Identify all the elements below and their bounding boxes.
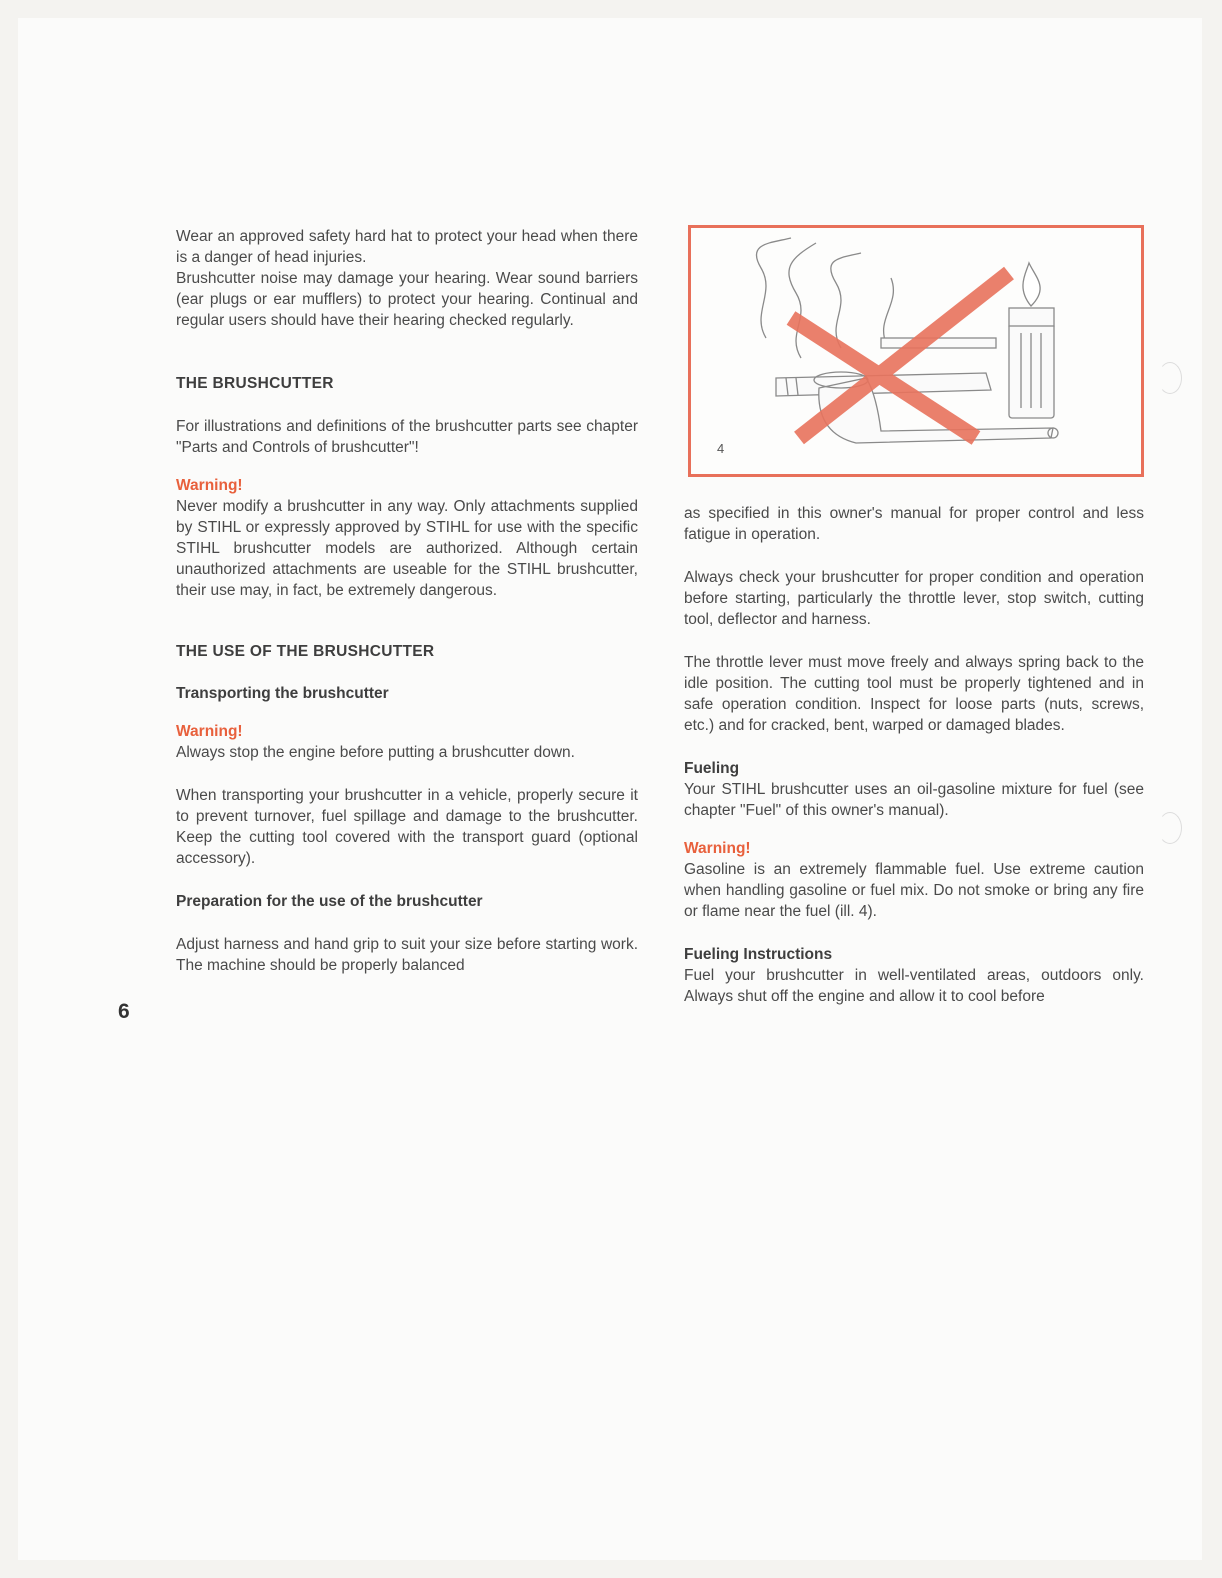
condition-check-paragraph: Always check your brushcutter for proper condition and operation before starting, particularly the throttle lever, stop switch, cutting tool, deflector and harness. xyxy=(684,569,1144,628)
hard-hat-paragraph: Wear an approved safety hard hat to protect your head when there is a danger of head injuries. xyxy=(176,228,638,266)
preparation-paragraph: Adjust harness and hand grip to suit your size before starting work. The machine should be properly balanced xyxy=(176,936,638,974)
subheading-fueling-instructions: Fueling Instructions xyxy=(684,946,833,963)
binder-hole xyxy=(1158,362,1182,394)
subheading-preparation: Preparation for the use of the brushcutter xyxy=(176,893,483,910)
subheading-fueling: Fueling xyxy=(684,760,740,777)
smoking-items-drawing xyxy=(691,228,1141,474)
stop-engine-warning-text: Always stop the engine before putting a brushcutter down. xyxy=(176,744,575,761)
smoke-wisp xyxy=(884,278,894,343)
prohibition-cross-icon xyxy=(791,273,1009,438)
section-heading-brushcutter: THE BRUSHCUTTER xyxy=(176,375,334,392)
warning-label: Warning! xyxy=(176,723,243,740)
transport-paragraph: When transporting your brushcutter in a vehicle, properly secure it to prevent turnover, fuel spillage and damage to the brushcutter. Keep the cutting tool covered with the transport guard (optional accessory). xyxy=(176,787,638,867)
modification-warning-text: Never modify a brushcutter in any way. Only attachments supplied by STIHL or expressly approved by STIHL for use with the specific STIHL brushcutter models are authorized. Although certain unauthorized attachments are useable for the STIHL brushcutter, their use may, in fact, be extremely dangerous. xyxy=(176,498,638,599)
binder-hole xyxy=(1158,812,1182,844)
smoke-wisp xyxy=(831,253,861,348)
warning-label: Warning! xyxy=(176,477,243,494)
cigarette-icon xyxy=(881,338,996,348)
figure-number: 4 xyxy=(717,441,725,456)
noise-paragraph: Brushcutter noise may damage your hearing. Wear sound barriers (ear plugs or ear mufflers) to protect your hearing. Continual and regular users should have their hearing checked regularly. xyxy=(176,270,638,329)
gasoline-warning-text: Gasoline is an extremely flammable fuel. Use extreme caution when handling gasoline or fuel mix. Do not smoke or bring any fire or flame near the fuel (ill. 4). xyxy=(684,861,1144,920)
page-number: 6 xyxy=(118,1000,130,1023)
warning-label: Warning! xyxy=(684,840,751,857)
flame-icon xyxy=(1023,263,1040,306)
subheading-transporting: Transporting the brushcutter xyxy=(176,685,389,702)
continued-paragraph: as specified in this owner's manual for proper control and less fatigue in operation. xyxy=(684,505,1144,543)
throttle-paragraph: The throttle lever must move freely and always spring back to the idle position. The cutting tool must be properly tightened and in safe operation condition. Inspect for loose parts (nuts, screws, etc.) and for cracked, bent, warped or damaged blades. xyxy=(684,654,1144,734)
fueling-instructions-paragraph: Fuel your brushcutter in well-ventilated areas, outdoors only. Always shut off the engine and allow it to cool before xyxy=(684,967,1144,1005)
smoke-wisp xyxy=(756,238,791,338)
section-heading-use: THE USE OF THE BRUSHCUTTER xyxy=(176,643,435,660)
parts-reference-paragraph: For illustrations and definitions of the brushcutter parts see chapter "Parts and Controls of brushcutter"! xyxy=(176,418,638,456)
fueling-paragraph: Your STIHL brushcutter uses an oil-gasoline mixture for fuel (see chapter "Fuel" of this owner's manual). xyxy=(684,781,1144,819)
right-column xyxy=(684,503,1144,1007)
left-column xyxy=(176,226,638,976)
no-smoking-illustration xyxy=(688,225,1144,477)
